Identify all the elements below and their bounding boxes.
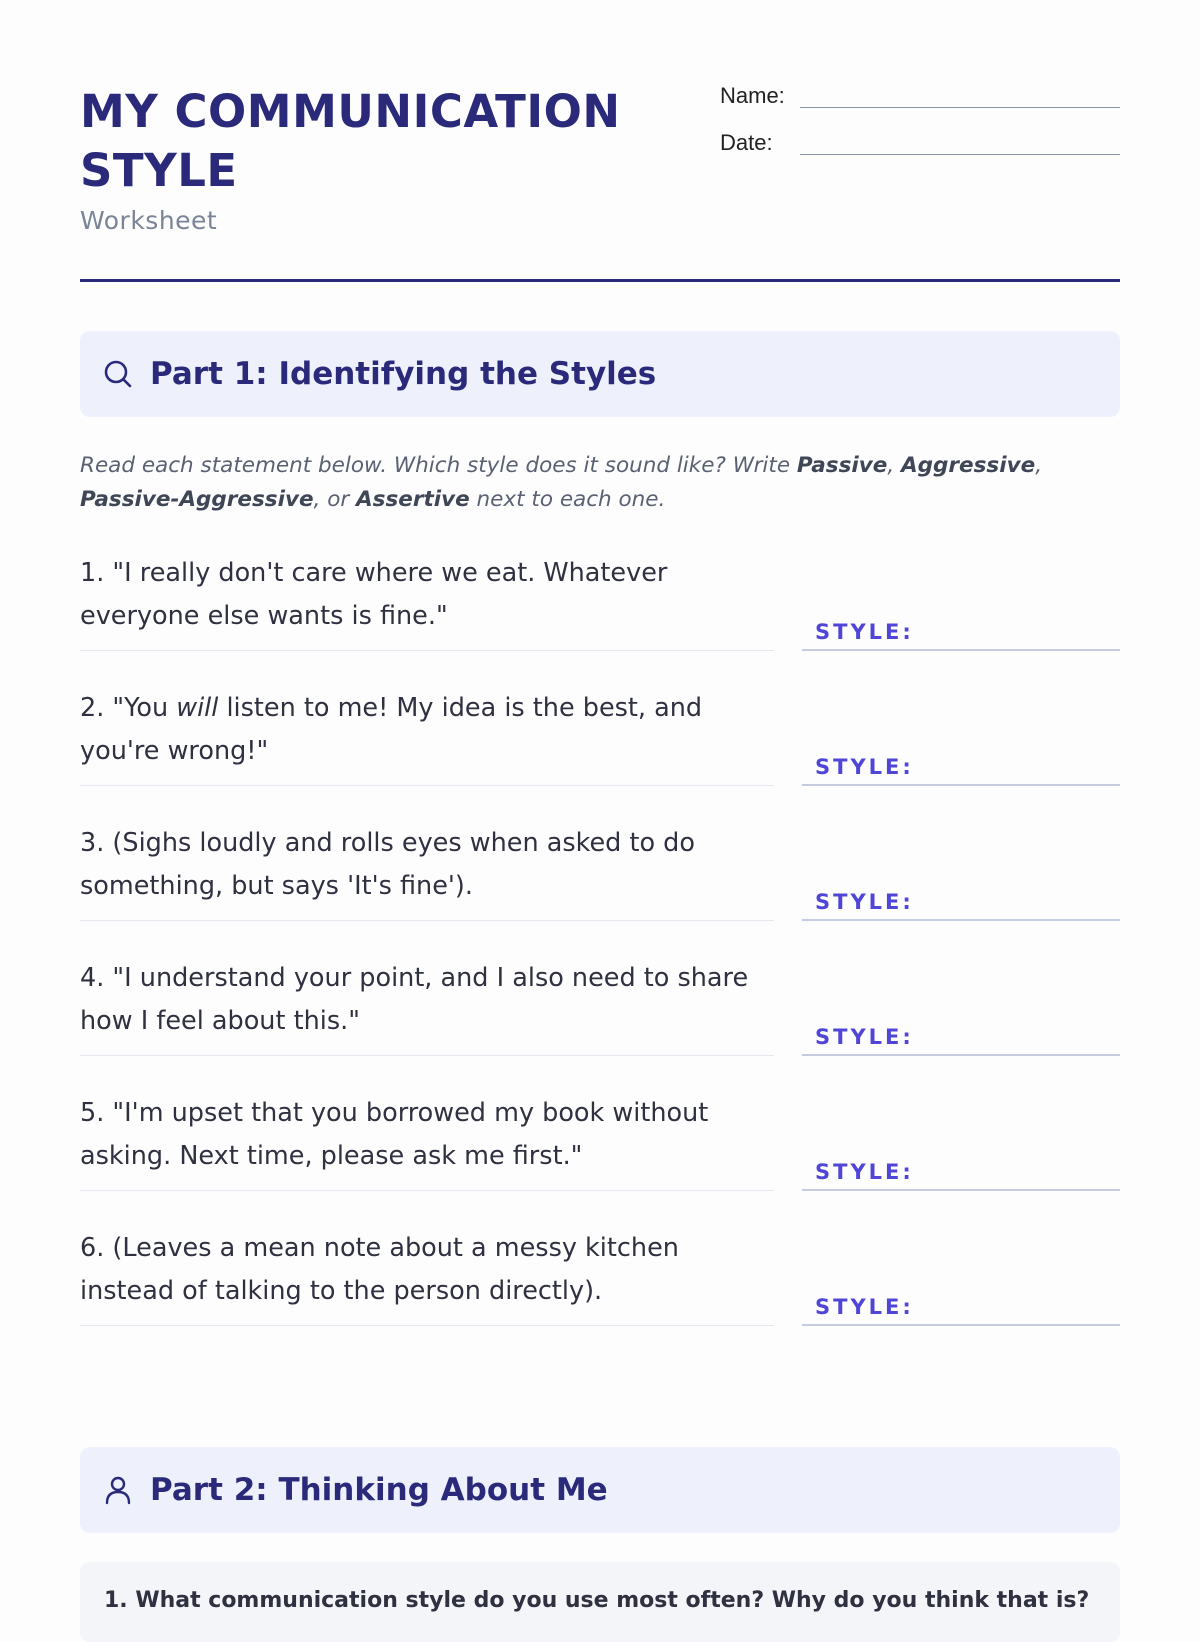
- question-text: [80, 687, 774, 786]
- question-text-part: 6. (Leaves a mean note about a messy kitchen instead of talking to the person directly).: [80, 1233, 679, 1306]
- style-passive: Passive: [796, 453, 888, 478]
- name-label: Name:: [720, 83, 785, 108]
- question-text: [80, 1092, 774, 1191]
- question-text: [80, 822, 774, 921]
- question-text-part: 5. "I'm upset that you borrowed my book without asking. Next time, please ask me first.": [80, 1098, 709, 1171]
- date-field[interactable]: [800, 131, 1120, 155]
- question-text: [80, 957, 774, 1056]
- style-passive-aggressive: Passive-Aggressive: [80, 487, 314, 512]
- style-answer-field[interactable]: [802, 1279, 1120, 1326]
- question-row: [80, 1092, 1120, 1192]
- question-text-part: 2. "You: [80, 693, 177, 723]
- person-icon: [102, 1474, 134, 1506]
- style-answer-field[interactable]: [802, 1144, 1120, 1191]
- question-text: [80, 552, 774, 651]
- style-answer-field[interactable]: [802, 739, 1120, 786]
- instructions-lead: Read each statement below. Which style does it sound like? Write: [80, 453, 797, 478]
- part1-banner: [80, 331, 1120, 417]
- question-emphasis: will: [176, 693, 219, 723]
- part1-instructions: [80, 449, 1120, 517]
- style-answer-label: STYLE:: [815, 620, 914, 644]
- instructions-sep: ,: [1035, 453, 1043, 478]
- question-text-part: listen to me! My idea is the best, and you're wrong!": [80, 693, 703, 766]
- date-row: [720, 131, 1120, 155]
- style-assertive: Assertive: [356, 487, 470, 512]
- instructions-sep: ,: [887, 453, 902, 478]
- name-field[interactable]: [800, 84, 1120, 108]
- question-row: [80, 957, 1120, 1057]
- date-label: Date:: [720, 130, 773, 155]
- style-answer-field[interactable]: [802, 1009, 1120, 1056]
- question-row: [80, 1227, 1120, 1327]
- instructions-sep: , or: [313, 487, 357, 512]
- name-date-fields: [720, 84, 1120, 178]
- worksheet-page: [80, 0, 1120, 1613]
- question-row: [80, 822, 1120, 922]
- style-answer-label: STYLE:: [815, 1295, 914, 1319]
- style-answer-label: STYLE:: [815, 1160, 914, 1184]
- page-subtitle: Worksheet: [80, 206, 218, 235]
- header-divider: [80, 279, 1120, 282]
- instructions-tail: next to each one.: [469, 487, 666, 512]
- question-text-part: 4. "I understand your point, and I also need to share how I feel about this.": [80, 963, 749, 1036]
- name-row: [720, 84, 1120, 108]
- question-row: [80, 552, 1120, 652]
- page-title: MY COMMUNICATION STYLE: [80, 85, 621, 197]
- question-text-part: 3. (Sighs loudly and rolls eyes when asked to do something, but says 'It's fine').: [80, 828, 695, 901]
- question-text: [80, 1227, 774, 1326]
- style-answer-label: STYLE:: [815, 755, 914, 779]
- question-row: [80, 687, 1120, 787]
- title-block: [80, 82, 680, 235]
- part2-banner: [80, 1447, 1120, 1533]
- style-answer-label: STYLE:: [815, 1025, 914, 1049]
- style-answer-field[interactable]: [802, 874, 1120, 921]
- style-answer-field[interactable]: [802, 604, 1120, 651]
- style-answer-label: STYLE:: [815, 890, 914, 914]
- search-icon: [102, 358, 134, 390]
- reflection-question-text: 1. What communication style do you use most often? Why do you think that is?: [104, 1588, 1090, 1613]
- question-text-part: 1. "I really don't care where we eat. Whatever everyone else wants is fine.": [80, 558, 668, 631]
- part1-title: Part 1: Identifying the Styles: [150, 356, 657, 392]
- reflection-question-card: [80, 1562, 1120, 1642]
- style-aggressive: Aggressive: [901, 453, 1036, 478]
- part2-title: Part 2: Thinking About Me: [150, 1472, 608, 1508]
